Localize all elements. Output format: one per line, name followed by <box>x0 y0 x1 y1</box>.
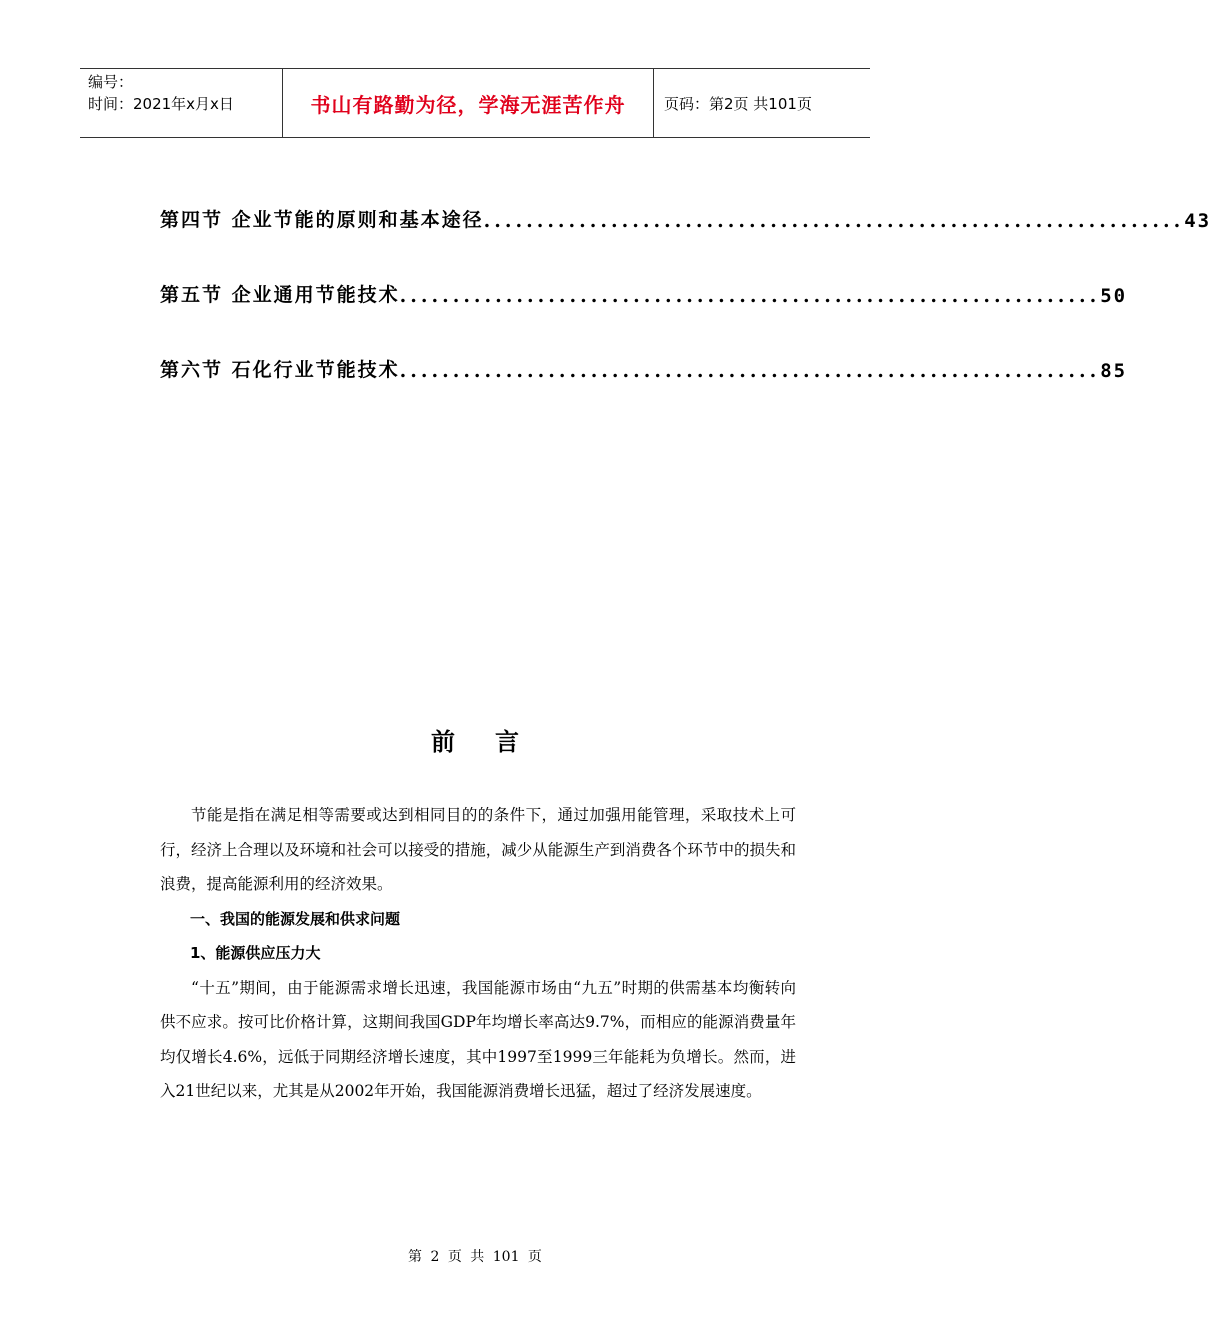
toc-leader-dots: .................................................................. <box>399 360 1101 382</box>
page-header <box>80 68 870 138</box>
toc-entry-section-4[interactable] <box>160 202 1211 232</box>
preface-heading: 前言 <box>431 727 559 756</box>
toc-leader-dots: .................................................................. <box>399 285 1101 307</box>
toc-entry-title: 第六节 石化行业节能技术 <box>160 359 400 381</box>
section-heading: 一、我国的能源发展和供求问题 <box>190 909 401 928</box>
header-motto: 书山有路勤为径，学海无涯苦作舟 <box>310 92 626 117</box>
toc-entry-page: 85 <box>1100 360 1128 382</box>
preface-intro-paragraph: 节能是指在满足相等需要或达到相同目的的条件下，通过加强用能管理，采取技术上可行，经济上合理以及环境和社会可以接受的措施，减少从能源生产到消费各个环节中的损失和浪费，提高能源利用的经济效果。 <box>160 806 796 893</box>
toc-entry-title: 第四节 企业节能的原则和基本途径 <box>160 209 484 231</box>
header-middle-cell <box>282 69 654 137</box>
document-date-label: 时间：2021年x月x日 <box>88 95 234 113</box>
header-page-info: 页码：第2页 共101页 <box>664 94 812 113</box>
toc-leader-dots: .................................................................. <box>483 210 1185 232</box>
preface-body <box>160 798 796 1109</box>
body-paragraph: “十五”期间，由于能源需求增长迅速，我国能源市场由“九五”时期的供需基本均衡转向供不应求。按可比价格计算，这期间我国GDP年均增长率高达9.7%，而相应的能源消费量年均仅增长4.6%，远低于同期经济增长速度，其中1997至1999三年能耗为负增长。然而，进入21世纪以来，尤其是从2002年开始，我国能源消费增长迅猛，超过了经济发展速度。 <box>160 978 796 1100</box>
toc-entry-title: 第五节 企业通用节能技术 <box>160 284 400 306</box>
toc-entry-page: 50 <box>1100 285 1128 307</box>
toc-entry-page: 43 <box>1184 210 1211 232</box>
subsection-heading: 1、能源供应压力大 <box>190 944 321 962</box>
page-footer: 第 2 页 共 101 页 <box>408 1249 542 1265</box>
header-left-cell <box>80 69 282 137</box>
toc-entry-section-6[interactable] <box>160 352 1128 382</box>
header-right-cell <box>654 69 870 137</box>
document-number-label: 编号： <box>88 73 134 91</box>
toc-entry-section-5[interactable] <box>160 277 1128 307</box>
